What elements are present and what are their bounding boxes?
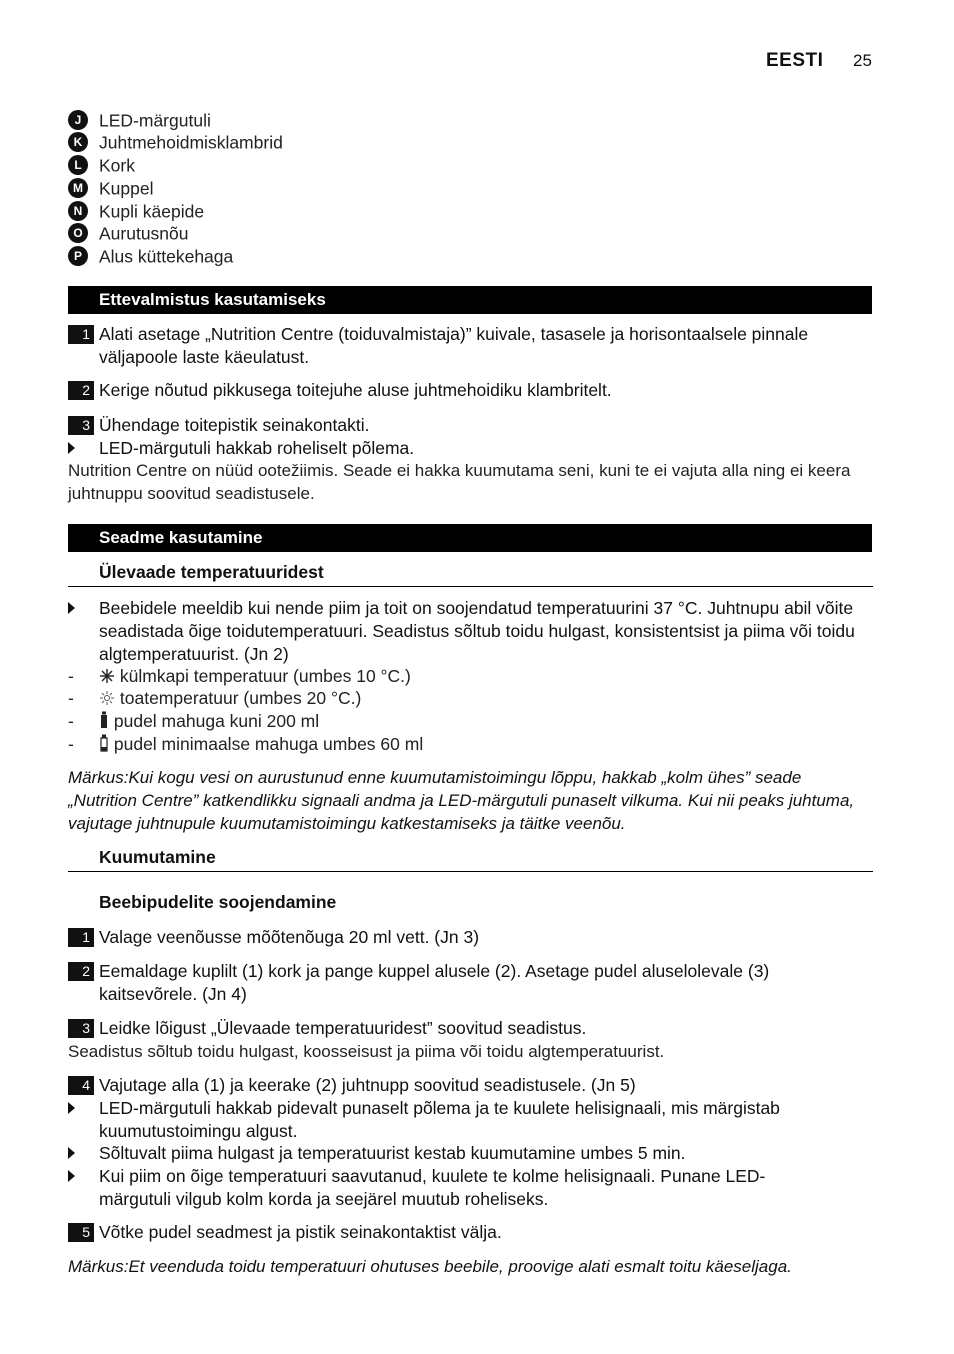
step-item xyxy=(68,1221,878,1244)
bottle-full-icon xyxy=(99,711,109,731)
language-label: EESTI xyxy=(766,50,824,71)
bullet-item: LED-märgutuli hakkab pidevalt punaselt põlema ja te kuulete helisignaali, mis märgistab kuumutustoimingu algust. xyxy=(68,1097,828,1143)
step-item xyxy=(68,323,878,369)
dash-item: - pudel mahuga kuni 200 ml xyxy=(68,711,320,731)
body-paragraph: Seadistus sõltub toidu hulgast, koosseisust ja piima või toidu algtemperatuurist. xyxy=(68,1042,665,1061)
bottle-small-icon xyxy=(99,734,109,754)
bullet-arrow-icon xyxy=(68,602,75,614)
step-number: 4 xyxy=(68,1076,94,1095)
step-number: 2 xyxy=(68,962,94,981)
parts-item: L Kork xyxy=(68,153,135,175)
step-text: Vajutage alla (1) ja keerake (2) juhtnupp soovitud seadistusele. (Jn 5) xyxy=(99,1075,636,1095)
step-text: Ühendage toitepistik seinakontakti. xyxy=(99,415,370,435)
step-number: 1 xyxy=(68,325,94,344)
bullet-item: Sõltuvalt piima hulgast ja temperatuurist kestab kuumutamine umbes 5 min. xyxy=(68,1142,878,1165)
step-text: Valage veenõusse mõõtenõuga 20 ml vett. (Jn 3) xyxy=(99,927,480,947)
step-text: Leidke lõigust „Ülevaade temperatuuridest” soovitud seadistus. xyxy=(99,1018,587,1038)
bullet-arrow-icon xyxy=(68,1170,75,1182)
dash-item: - pudel minimaalse mahuga umbes 60 ml xyxy=(68,734,424,754)
step-number: 5 xyxy=(68,1223,94,1242)
bullet-arrow-icon xyxy=(68,442,75,454)
part-letter-badge: M xyxy=(68,178,88,198)
divider xyxy=(68,871,873,872)
parts-item: K Juhtmehoidmisklambrid xyxy=(68,130,283,152)
subsubsection-title: Beebipudelite soojendamine xyxy=(99,892,337,912)
section-heading-bar: Ettevalmistus kasutamiseks xyxy=(68,286,872,314)
step-item xyxy=(68,414,878,437)
step-item xyxy=(68,960,828,1006)
dash-item: - külmkapi temperatuur (umbes 10 °C.) xyxy=(68,666,411,686)
step-number: 1 xyxy=(68,928,94,947)
step-number: 3 xyxy=(68,416,94,435)
bullet-arrow-icon xyxy=(68,1102,75,1114)
parts-item: J LED-märgutuli xyxy=(68,108,211,130)
snowflake-icon xyxy=(99,666,115,686)
step-number: 3 xyxy=(68,1019,94,1038)
note-paragraph: Märkus:Kui kogu vesi on aurustunud enne kuumutamistoimingu lõppu, hakkab „kolm ühes” seade „Nutrition Centre” katkendlikku signaali andma ja LED-märgutuli punaselt vilkuma. Kui nii peaks juhtuma, vajutage juhtnupule kuumutamistoimingu katkestamiseks ja täitke veenõu. xyxy=(68,768,855,833)
part-letter-badge: O xyxy=(68,223,88,243)
divider xyxy=(68,586,873,587)
bullet-item: Kui piim on õige temperatuuri saavutanud, kuulete te kolme helisignaali. Punane LED-märgutuli vilgub kolm korda ja seejärel muutub roheliseks. xyxy=(68,1165,813,1211)
part-letter-badge: J xyxy=(68,110,88,130)
step-item xyxy=(68,1017,878,1040)
step-item xyxy=(68,926,878,949)
step-item xyxy=(68,1074,878,1097)
step-text: Võtke pudel seadmest ja pistik seinakontaktist välja. xyxy=(99,1222,502,1242)
part-letter-badge: N xyxy=(68,201,88,221)
bullet-item: LED-märgutuli hakkab roheliselt põlema. xyxy=(68,437,878,460)
bullet-item: Beebidele meeldib kui nende piim ja toit on soojendatud temperatuurini 37 °C. Juhtnupu abil võite seadistada õige toidutemperatuuri. Seadistus sõltub toidu hulgast, konsistentsist ja piima või toidu algtemperatuurist. (Jn 2) xyxy=(68,597,878,666)
step-number: 2 xyxy=(68,381,94,400)
step-text: Alati asetage „Nutrition Centre (toiduvalmistaja)” kuivale, tasasele ja horisontaalsele pinnale väljapoole laste käeulatust. xyxy=(99,324,809,367)
page-number: 25 xyxy=(853,51,872,70)
section-heading-bar: Seadme kasutamine xyxy=(68,524,872,552)
step-text: Kerige nõutud pikkusega toitejuhe aluse juhtmehoidiku klambritelt. xyxy=(99,380,612,400)
subsection-title: Ülevaade temperatuuridest xyxy=(99,562,324,582)
subsection-title: Kuumutamine xyxy=(99,847,216,867)
parts-item: M Kuppel xyxy=(68,176,154,198)
parts-item: N Kupli käepide xyxy=(68,199,204,221)
part-letter-badge: K xyxy=(68,132,88,152)
part-letter-badge: L xyxy=(68,155,88,175)
sun-icon xyxy=(99,688,115,708)
part-letter-badge: P xyxy=(68,246,88,266)
body-paragraph: Nutrition Centre on nüüd ootežiimis. Seade ei hakka kuumutama seni, kuni te ei vajuta alla ning ei keera juhtnuppu soovitud seadistusele. xyxy=(68,461,851,503)
dash-item: - toatemperatuur (umbes 20 °C.) xyxy=(68,688,362,708)
note-paragraph: Märkus:Et veenduda toidu temperatuuri ohutuses beebile, proovige alati esmalt toitu käeseljaga. xyxy=(68,1257,792,1276)
parts-item: P Alus küttekehaga xyxy=(68,244,233,266)
bullet-arrow-icon xyxy=(68,1147,75,1159)
step-text: Eemaldage kuplilt (1) kork ja pange kuppel alusele (2). Asetage pudel aluselolevale (3) kaitsevõrele. (Jn 4) xyxy=(99,961,770,1004)
step-item xyxy=(68,379,878,402)
parts-item: O Aurutusnõu xyxy=(68,221,189,243)
